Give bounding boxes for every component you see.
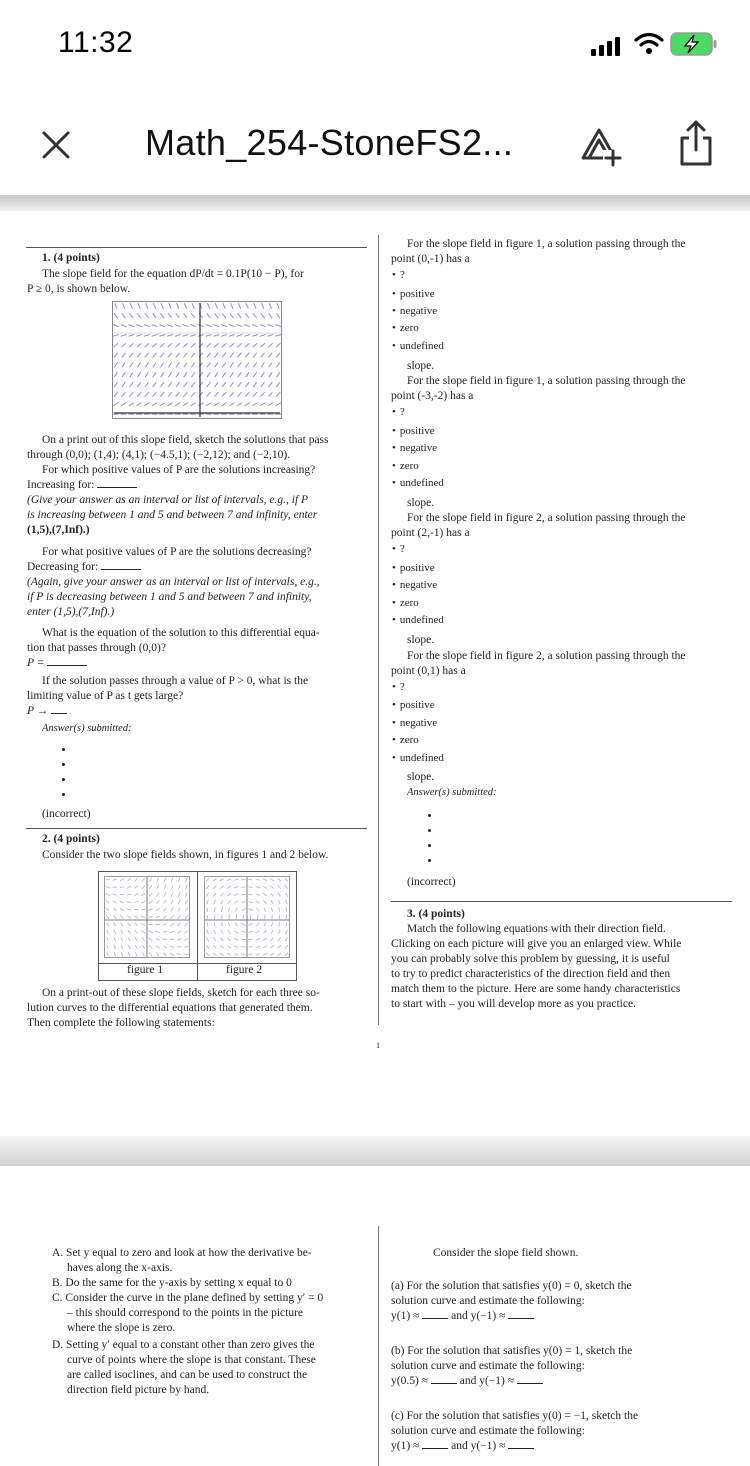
q1-limit-label: P → [27, 705, 49, 717]
part-a-y1-label: y(1) ≈ [391, 1310, 420, 1322]
submitted-bullet [62, 748, 65, 751]
q1-p-equals-label: P = [27, 657, 45, 669]
q1-text-line: The slope field for the equation dP/dt = 0.1P(10 − P), for [42, 268, 304, 280]
q1-text-line: through (0,0); (1,4); (4,1); (−4.5,1); (−2,12); and (−2,10). [27, 449, 291, 461]
hint-c-line: where the slope is zero. [67, 1322, 176, 1334]
option-positive[interactable]: • positive [392, 698, 435, 713]
part-c-ym1-label: and y(−1) ≈ [451, 1440, 506, 1452]
option-zero[interactable]: • zero [392, 321, 419, 336]
option-undefined[interactable]: • undefined [392, 339, 444, 354]
figure-2-label: figure 2 [226, 964, 263, 976]
statement-3-line: For the slope field in figure 2, a solution passing through the [407, 512, 686, 524]
q1-decreasing-row [27, 560, 141, 575]
q1-p-equals-answer[interactable] [47, 656, 87, 666]
cellular-signal-icon [591, 36, 621, 56]
q3-text-line: you can probably solve this problem by guessing, it is useful [391, 953, 670, 965]
q3-text-line: match them to the picture. Here are some handy characteristics [391, 983, 681, 995]
option-positive[interactable]: • positive [392, 424, 435, 439]
q1-answers-submitted: Answer(s) submitted: [42, 723, 132, 734]
q1-text-line: limiting value of P as t gets large? [27, 690, 184, 702]
slope-segment [236, 915, 237, 919]
statement-2-line: point (-3,-2) has a [391, 390, 474, 402]
part-b-answers [391, 1374, 543, 1389]
q2-status: (incorrect) [407, 876, 456, 888]
q2-text-line: Then complete the following statements: [27, 1017, 215, 1029]
submitted-bullet [62, 793, 65, 796]
part-a-line: (a) For the solution that satisfies y(0) = 0, sketch the [391, 1280, 632, 1292]
slope-segment [134, 909, 139, 910]
slope-segment [258, 915, 259, 919]
part-b-y05-answer[interactable] [431, 1374, 457, 1384]
share-icon[interactable] [676, 118, 716, 168]
hint-c-line: C. Consider the curve in the plane defined by setting y′ = 0 [52, 1292, 324, 1304]
hint-b-line: B. Do the same for the y-axis by setting x equal to 0 [52, 1277, 292, 1289]
q1-hint-line: enter (1,5),(7,Inf).) [27, 606, 115, 618]
hint-d-line: D. Setting y′ equal to a constant other than zero gives the [52, 1339, 315, 1351]
page-number: 1 [376, 1041, 380, 1050]
option-undefined[interactable]: • undefined [392, 613, 444, 628]
option-negative[interactable]: • negative [392, 304, 437, 319]
slope-segment [241, 887, 246, 888]
slope-field-figure-q1[interactable] [112, 301, 282, 419]
q1-hint-line: (Again, give your answer as an interval or list of intervals, e.g., [27, 576, 320, 588]
option-placeholder[interactable]: • ? [392, 542, 405, 557]
q1-text-line: For which positive values of P are the solutions increasing? [42, 464, 316, 476]
divider [26, 828, 367, 829]
option-placeholder[interactable]: • ? [392, 680, 405, 695]
close-icon[interactable] [38, 127, 74, 163]
part-c-answers [391, 1439, 534, 1454]
part-b-ym1-label: and y(−1) ≈ [459, 1375, 515, 1387]
part-b-line: solution curve and estimate the following: [391, 1360, 585, 1372]
q1-hint-line: (1,5),(7,Inf).) [27, 524, 90, 536]
answers-submitted: Answer(s) submitted: [407, 787, 497, 798]
divider [26, 247, 367, 248]
q1-limit-answer[interactable] [51, 704, 67, 714]
q1-increasing-row [27, 478, 137, 493]
slope-word: slope. [407, 771, 435, 783]
q2-text-line: Consider the two slope fields shown, in figures 1 and 2 below. [42, 849, 329, 861]
q1-increasing-answer[interactable] [97, 478, 137, 488]
statement-4-line: point (0,1) has a [391, 665, 466, 677]
slope-segment [215, 915, 216, 919]
option-placeholder[interactable]: • ? [392, 405, 405, 420]
slope-word: slope. [407, 497, 435, 509]
document-page-2 [0, 1166, 750, 1466]
part-c-line: (c) For the solution that satisfies y(0) = −1, sketch the [391, 1410, 639, 1422]
wifi-icon [634, 32, 664, 56]
slope-segment [248, 947, 253, 948]
q1-hint-line: if P is decreasing between 1 and 5 and between 7 and infinity, [27, 591, 312, 603]
submitted-bullet [428, 814, 431, 817]
divider [391, 901, 732, 902]
submitted-bullet [428, 859, 431, 862]
option-negative[interactable]: • negative [392, 441, 437, 456]
statement-1-line: For the slope field in figure 1, a solution passing through the [407, 238, 686, 250]
option-negative[interactable]: • negative [392, 716, 437, 731]
statement-4-line: For the slope field in figure 2, a solution passing through the [407, 650, 686, 662]
column-divider [378, 235, 379, 1025]
status-bar [0, 0, 750, 95]
part-a-answers [391, 1309, 534, 1324]
slope-word: slope. [407, 360, 435, 372]
q3-text-line: Match the following equations with their direction field. [407, 923, 666, 935]
document-title: Math_254-StoneFS2... [145, 122, 514, 163]
q3-text-line: to start with – you will develop more as you practice. [391, 998, 636, 1010]
q1-status: (incorrect) [42, 808, 91, 820]
part-a-y1-answer[interactable] [422, 1309, 448, 1319]
q2-text-line: lution curves to the differential equations that generated them. [27, 1002, 313, 1014]
q1-hint-line: is increasing between 1 and 5 and between 7 and infinity, enter [27, 509, 318, 521]
slope-segment [279, 915, 280, 919]
part-c-y1-answer[interactable] [422, 1439, 448, 1449]
option-negative[interactable]: • negative [392, 578, 437, 593]
option-zero[interactable]: • zero [392, 596, 419, 611]
toolbar-shadow [0, 195, 750, 211]
hint-a-line: haves along the x-axis. [67, 1262, 173, 1274]
part-b-y05-label: y(0.5) ≈ [391, 1375, 428, 1387]
statement-3-line: point (2,-1) has a [391, 527, 470, 539]
option-positive[interactable]: • positive [392, 287, 435, 302]
statement-2-line: For the slope field in figure 1, a solution passing through the [407, 375, 686, 387]
option-zero[interactable]: • zero [392, 459, 419, 474]
part-b-ym1-answer[interactable] [517, 1374, 543, 1384]
q1-text-line: For what positive values of P are the solutions decreasing? [42, 546, 312, 558]
q1-hint-line: (Give your answer as an interval or list of intervals, e.g., if P [27, 494, 309, 506]
figure-1-label: figure 1 [127, 964, 164, 976]
part-c-y1-label: y(1) ≈ [391, 1440, 420, 1452]
hint-a-line: A. Set y equal to zero and look at how the derivative be- [52, 1247, 312, 1259]
q2-text-line: On a print-out of these slope fields, sketch for each three so- [42, 987, 320, 999]
hint-c-line: – this should correspond to the points in the picture [67, 1307, 304, 1319]
option-positive[interactable]: • positive [392, 561, 435, 576]
q1-text-line: P ≥ 0, is shown below. [27, 283, 131, 295]
slope-field-figure-1[interactable] [104, 876, 190, 958]
option-undefined[interactable]: • undefined [392, 476, 444, 491]
part-a-ym1-answer[interactable] [508, 1309, 534, 1319]
statement-1-line: point (0,-1) has a [391, 253, 470, 265]
page-gap [0, 1136, 750, 1166]
add-people-icon[interactable] [575, 124, 625, 168]
status-time: 11:32 [58, 26, 134, 59]
option-undefined[interactable]: • undefined [392, 751, 444, 766]
q4-intro: Consider the slope field shown. [433, 1247, 579, 1259]
battery-charging-icon [670, 31, 718, 57]
part-b-line: (b) For the solution that satisfies y(0) = 1, sketch the [391, 1345, 633, 1357]
column-divider [378, 1226, 379, 1466]
submitted-bullet [428, 829, 431, 832]
submitted-bullet [428, 844, 431, 847]
q3-header: 3. (4 points) [407, 908, 465, 920]
q1-text-line: On a print out of this slope field, sketch the solutions that pass [42, 434, 329, 446]
q1-limit-row [27, 704, 67, 719]
hint-d-line: curve of points where the slope is that constant. These [67, 1354, 316, 1366]
q3-text-line: to try to predict characteristics of the direction field and then [391, 968, 671, 980]
q1-decreasing-answer[interactable] [101, 560, 141, 570]
submitted-bullet [62, 778, 65, 781]
option-zero[interactable]: • zero [392, 733, 419, 748]
part-c-ym1-answer[interactable] [508, 1439, 534, 1449]
q1-decreasing-label: Decreasing for: [27, 561, 99, 573]
slope-segment [248, 887, 253, 888]
slope-field-figure-2[interactable] [204, 876, 290, 958]
part-a-ym1-label: and y(−1) ≈ [451, 1310, 506, 1322]
hint-d-line: are called isoclines, and can be used to construct the [67, 1369, 308, 1381]
q1-p-equals-row [27, 656, 87, 671]
submitted-bullet [62, 763, 65, 766]
slope-segment [241, 947, 246, 948]
slope-segment [156, 924, 161, 925]
document-page-1 [0, 211, 750, 1136]
q1-text-line: What is the equation of the solution to this differential equa- [42, 627, 320, 639]
q3-text-line: Clicking on each picture will give you an enlarged view. While [391, 938, 682, 950]
part-a-line: solution curve and estimate the following: [391, 1295, 585, 1307]
slope-word: slope. [407, 634, 435, 646]
hint-d-line: direction field picture by hand. [67, 1384, 210, 1396]
q2-header: 2. (4 points) [42, 833, 100, 845]
q1-text-line: If the solution passes through a value of P > 0, what is the [42, 675, 309, 687]
q1-increasing-label: Increasing for: [27, 479, 95, 491]
q1-text-line: tion that passes through (0,0)? [27, 642, 166, 654]
q1-header: 1. (4 points) [42, 252, 100, 264]
option-placeholder[interactable]: • ? [392, 268, 405, 283]
part-c-line: solution curve and estimate the following: [391, 1425, 585, 1437]
